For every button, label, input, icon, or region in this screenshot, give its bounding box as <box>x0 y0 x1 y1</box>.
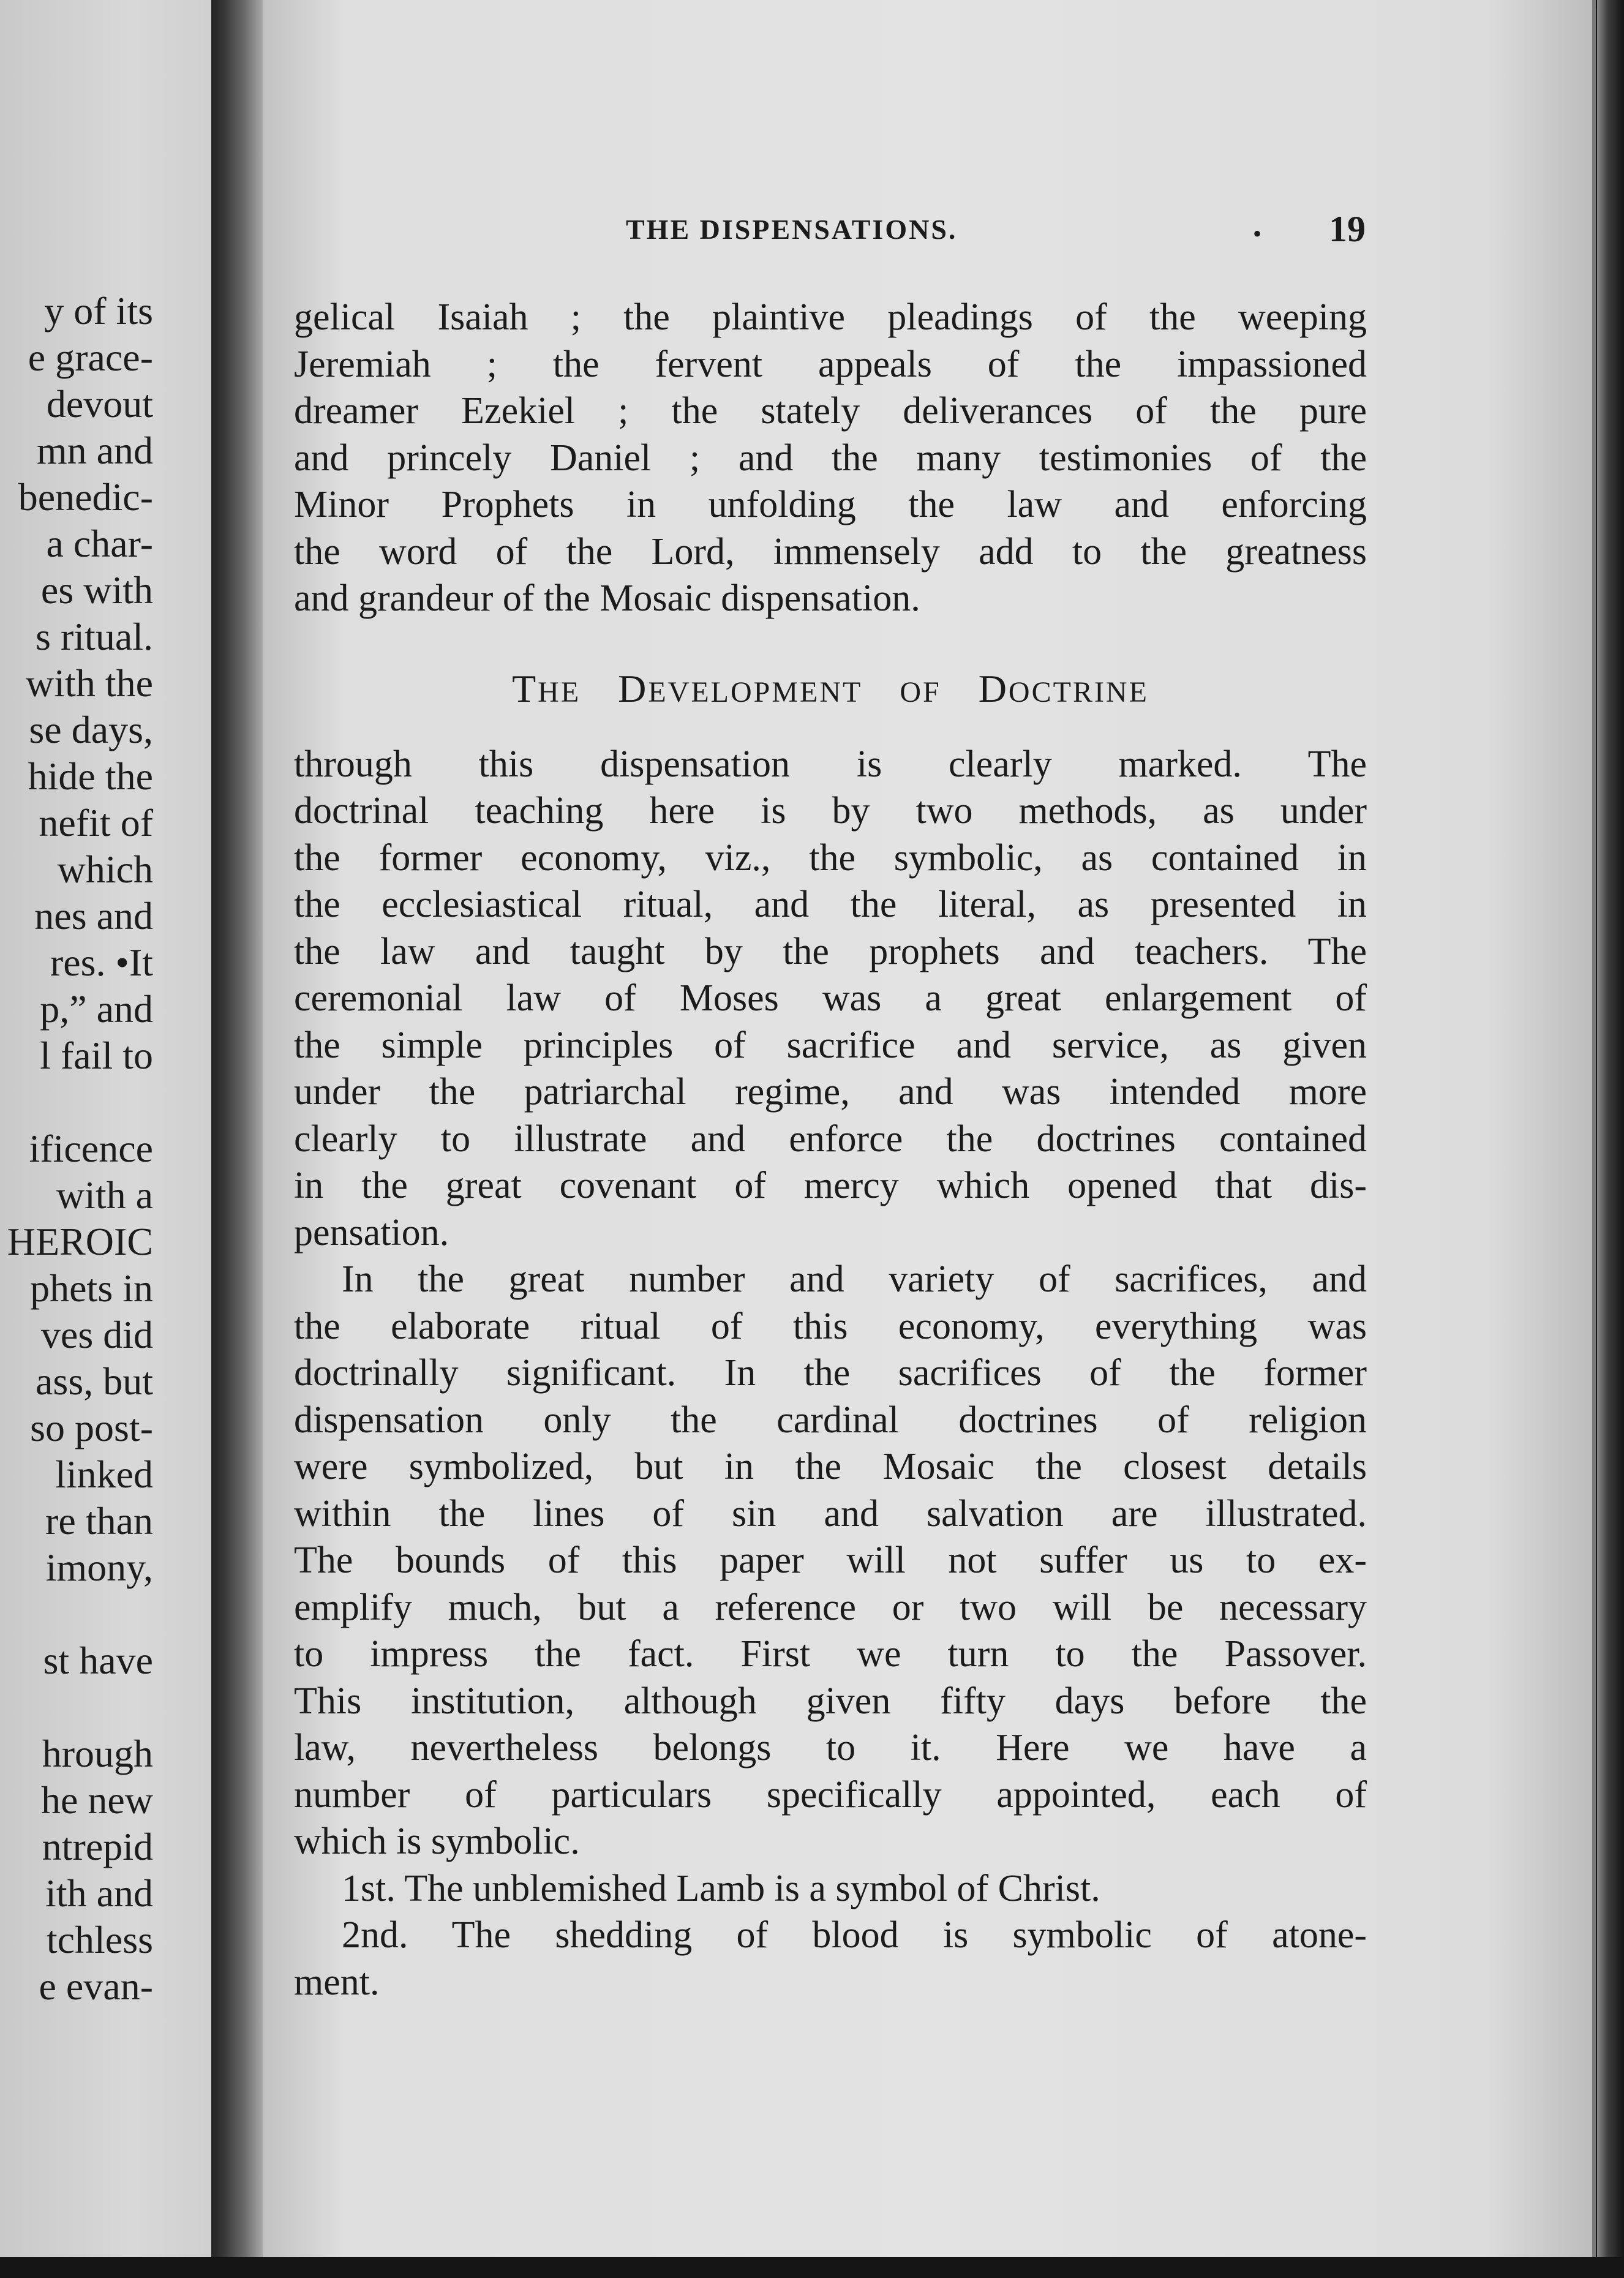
text-line: The bounds of this paper will not suffer us to ex- <box>294 1539 1367 1581</box>
previous-page-line: so post- <box>30 1406 153 1449</box>
text-line: Minor Prophets in unfolding the law and enforcing <box>294 484 1367 525</box>
text-line: dreamer Ezekiel ; the stately deliverances of the pure <box>294 390 1367 432</box>
right-scan-edge <box>1597 0 1624 2278</box>
text-line: the elaborate ritual of this economy, everything was <box>294 1305 1367 1347</box>
previous-page-line: hrough <box>42 1732 153 1775</box>
list-item-line: 2nd. The shedding of blood is symbolic of atone- <box>342 1914 1367 1956</box>
previous-page-line: s ritual. <box>36 615 153 658</box>
symbol-list <box>294 1865 1367 2006</box>
text-line: doctrinal teaching here is by two methods, as under <box>294 790 1367 832</box>
text-line: the simple principles of sacrifice and service, as given <box>294 1024 1367 1066</box>
previous-page-line: l fail to <box>40 1034 153 1077</box>
previous-page-line: ith and <box>45 1871 153 1915</box>
previous-page-line: ass, but <box>36 1359 153 1403</box>
previous-page-line: he new <box>40 1778 153 1822</box>
previous-page-line: res. •It <box>50 941 153 984</box>
text-line: the former economy, viz., the symbolic, as contained in <box>294 836 1367 879</box>
previous-page-line: p,” and <box>40 987 153 1031</box>
heading-initial: D <box>978 666 1009 710</box>
previous-page-line: linked <box>55 1453 153 1496</box>
previous-page-line <box>0 1684 153 1731</box>
list-item-line: 1st. The unblemished Lamb is a symbol of Christ. <box>342 1867 1100 1909</box>
previous-page-line: ificence <box>29 1127 153 1170</box>
previous-page-line: e evan- <box>39 1964 153 2008</box>
previous-page-line: imony, <box>45 1546 153 1589</box>
heading-initial: D <box>618 666 648 710</box>
paragraph-3 <box>294 1256 1367 1865</box>
heading-word <box>618 666 863 710</box>
previous-page-line: ntrepid <box>42 1825 153 1868</box>
text-line: and princely Daniel ; and the many testimonies of the <box>294 437 1367 479</box>
previous-page-line: benedic- <box>18 475 153 519</box>
previous-page-line: hide the <box>28 754 153 798</box>
previous-page-line: nefit of <box>39 801 153 844</box>
previous-page-strip <box>0 0 220 2278</box>
previous-page-line: which <box>57 848 153 891</box>
text-line: were symbolized, but in the Mosaic the closest details <box>294 1446 1367 1487</box>
heading-initial: T <box>512 666 538 710</box>
running-title: THE DISPENSATIONS. <box>626 214 958 245</box>
paragraph-2 <box>294 741 1367 1257</box>
text-line: within the lines of sin and salvation are illustrated. <box>294 1492 1367 1535</box>
list-item-line: ment. <box>294 1961 380 2003</box>
text-line: law, nevertheless belongs to it. Here we have a <box>294 1727 1367 1769</box>
text-line: gelical Isaiah ; the plaintive pleadings of the weeping <box>294 296 1367 338</box>
text-line: emplify much, but a reference or two will be necessary <box>294 1586 1367 1628</box>
previous-page-line: with the <box>26 661 153 705</box>
previous-page-line: with a <box>56 1173 153 1217</box>
section-heading <box>294 663 1367 715</box>
text-line: the word of the Lord, immensely add to the greatness <box>294 530 1367 573</box>
previous-page-line: mn and <box>36 429 153 472</box>
book-gutter <box>211 0 266 2278</box>
previous-page-line <box>0 1591 153 1637</box>
text-line: pensation. <box>294 1211 449 1254</box>
previous-page-line: a char- <box>46 522 153 565</box>
text-line: In the great number and variety of sacrifices, and <box>342 1258 1367 1300</box>
previous-page-line: HEROIC <box>7 1220 153 1263</box>
page-body <box>294 294 1367 2005</box>
previous-page-line: y of its <box>44 289 153 333</box>
text-line: which is symbolic. <box>294 1821 580 1862</box>
previous-page-line: nes and <box>34 894 153 938</box>
text-line: the ecclesiastical ritual, and the literal, as presented in <box>294 884 1367 925</box>
previous-page-line: devout <box>46 382 153 426</box>
paragraph-1 <box>294 294 1367 622</box>
text-line: in the great covenant of mercy which opened that dis- <box>294 1165 1367 1206</box>
previous-page-line <box>0 1079 153 1126</box>
text-line: under the patriarchal regime, and was intended more <box>294 1071 1367 1113</box>
previous-page-line: se days, <box>29 708 153 751</box>
previous-page-line: re than <box>45 1499 153 1543</box>
text-line: dispensation only the cardinal doctrines of religion <box>294 1399 1367 1441</box>
text-line: doctrinally significant. In the sacrifices of the former <box>294 1352 1367 1394</box>
previous-page-line: st have <box>43 1639 153 1682</box>
previous-page-line: ves did <box>40 1313 153 1356</box>
text-line: This institution, although given fifty days before the <box>294 1680 1367 1722</box>
text-line: Jeremiah ; the fervent appeals of the impassioned <box>294 343 1367 385</box>
previous-page-line: e grace- <box>28 336 153 379</box>
text-line: through this dispensation is clearly marked. The <box>294 743 1367 785</box>
running-head-dot: • <box>1252 220 1261 247</box>
text-line: the law and taught by the prophets and teachers. The <box>294 930 1367 972</box>
page-number: 19 <box>1329 209 1366 249</box>
heading-rest: OF <box>900 675 941 709</box>
previous-page-text <box>0 288 153 2010</box>
heading-rest: OCTRINE <box>1008 675 1149 709</box>
heading-rest: EVELOPMENT <box>648 675 863 709</box>
text-line: to impress the fact. First we turn to the Passover. <box>294 1633 1367 1675</box>
heading-word <box>900 670 941 710</box>
bottom-scan-border <box>0 2257 1624 2278</box>
heading-word <box>978 666 1149 710</box>
text-line: number of particulars specifically appointed, each of <box>294 1773 1367 1816</box>
text-line: clearly to illustrate and enforce the doctrines contained <box>294 1118 1367 1160</box>
heading-word <box>512 666 581 710</box>
previous-page-line: tchless <box>46 1918 153 1961</box>
text-line: ceremonial law of Moses was a great enlargement of <box>294 977 1367 1019</box>
heading-rest: HE <box>538 675 581 709</box>
previous-page-line: es with <box>40 568 153 612</box>
running-head <box>361 208 1366 257</box>
previous-page-line: phets in <box>30 1266 153 1310</box>
text-line: and grandeur of the Mosaic dispensation. <box>294 577 920 619</box>
